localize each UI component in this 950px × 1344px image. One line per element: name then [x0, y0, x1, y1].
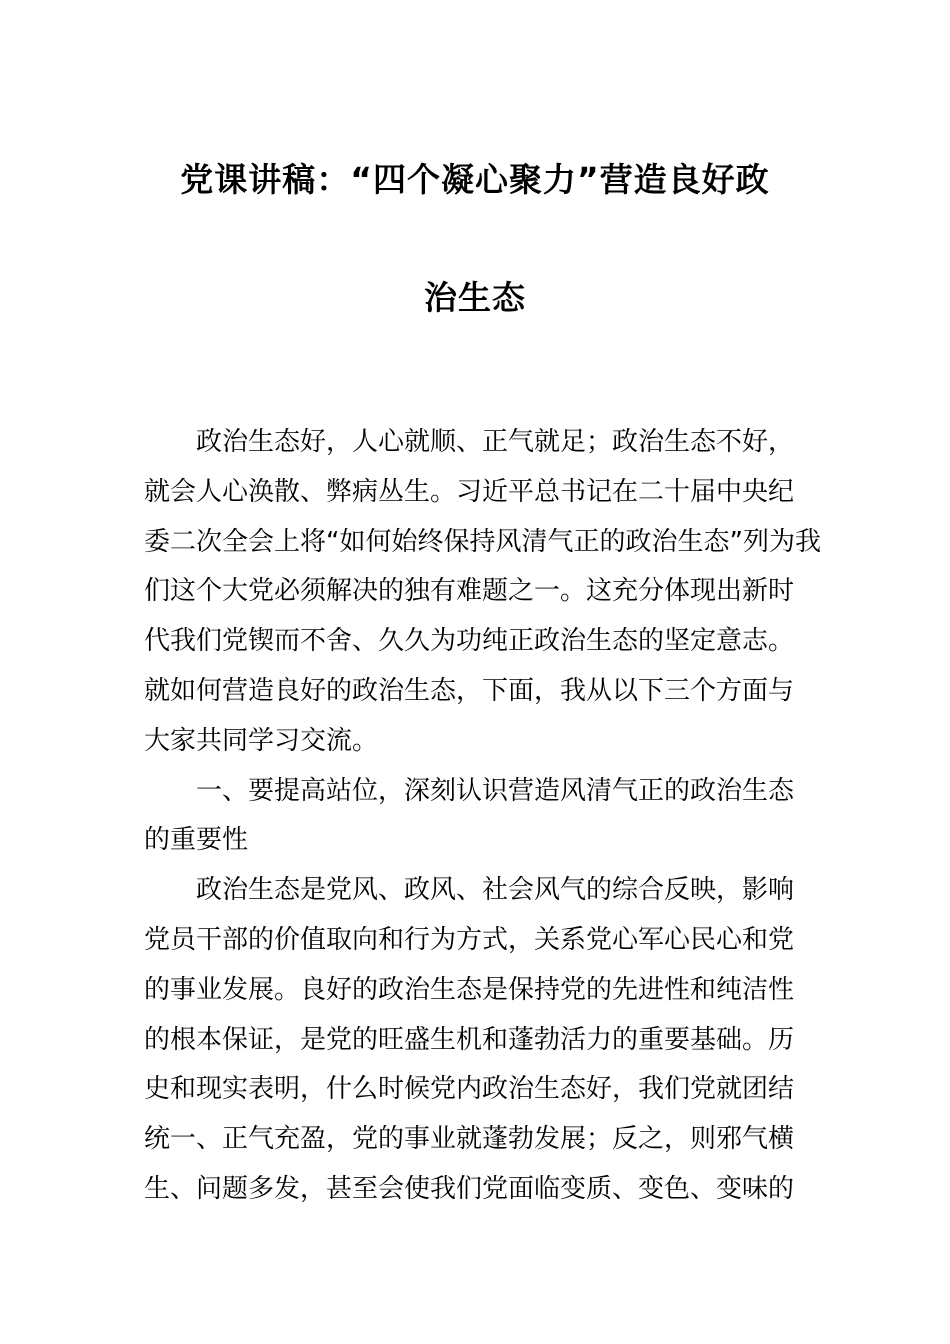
text-line: 的事业发展。良好的政治生态是保持党的先进性和纯洁性	[144, 974, 795, 1005]
text-line: 委二次全会上将“如何始终保持风清气正的政治生态”列为我	[144, 526, 821, 557]
paragraph-intro	[144, 418, 821, 767]
text-line: 一、要提高站位，深刻认识营造风清气正的政治生态	[196, 775, 795, 806]
text-line: 的根本保证，是党的旺盛生机和蓬勃活力的重要基础。历	[144, 1024, 795, 1055]
text-line: 们这个大党必须解决的独有难题之一。这充分体现出新时	[144, 576, 795, 607]
text-line: 政治生态好，人心就顺、正气就足；政治生态不好，	[196, 427, 795, 457]
text-line: 统一、正气充盈，党的事业就蓬勃发展；反之，则邪气横	[144, 1124, 795, 1155]
text-line: 就会人心涣散、弊病丛生。习近平总书记在二十届中央纪	[144, 476, 795, 507]
text-line: 政治生态是党风、政风、社会风气的综合反映，影响	[196, 875, 795, 906]
text-line: 就如何营造良好的政治生态，下面，我从以下三个方面与	[144, 675, 795, 706]
section-heading-1	[144, 767, 806, 867]
paragraph-section-1	[144, 866, 806, 1215]
document-title-line-2: 治生态	[424, 278, 526, 317]
document-title-line-1: 党课讲稿：“四个凝心聚力”营造良好政	[180, 160, 770, 199]
text-line: 代我们党锲而不舍、久久为功纯正政治生态的坚定意志。	[144, 626, 795, 657]
text-line: 生、问题多发，甚至会使我们党面临变质、变色、变味的	[144, 1173, 795, 1204]
text-line: 党员干部的价值取向和行为方式，关系党心军心民心和党	[144, 924, 795, 955]
text-line: 的重要性	[144, 825, 249, 856]
text-line: 史和现实表明，什么时候党内政治生态好，我们党就团结	[144, 1074, 795, 1105]
text-line: 大家共同学习交流。	[144, 725, 379, 756]
document-body	[144, 418, 821, 1215]
